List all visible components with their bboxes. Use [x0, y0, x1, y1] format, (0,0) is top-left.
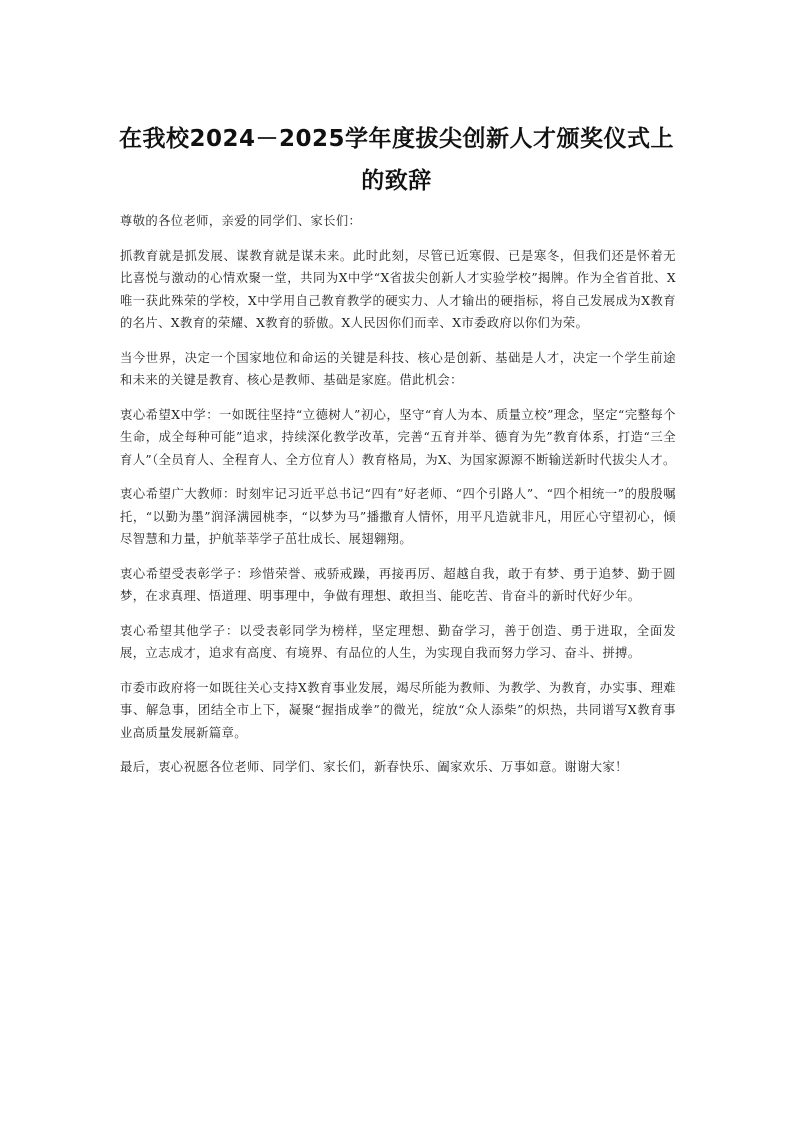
document-title: 在我校2024－2025学年度拔尖创新人才颁奖仪式上的致辞: [118, 126, 675, 194]
paragraph-teacher-hope: 衷心希望广大教师：时刻牢记习近平总书记“四有”好老师、“四个引路人”、“四个相统一”的殷殷嘱托，“以勤为墨”润泽满园桃李，“以梦为马”播撒育人情怀，用平凡造就非凡，用匠心守望初心，倾尽智慧和力量，护航莘莘学子茁壮成长、展翅翱翔。: [120, 487, 676, 546]
paragraph-context: 当今世界，决定一个国家地位和命运的关键是科技、核心是创新、基础是人才，决定一个学生前途和未来的关键是教育、核心是教师、基础是家庭。借此机会：: [120, 350, 676, 387]
paragraph-intro: 抓教育就是抓发展、谋教育就是谋未来。此时此刻，尽管已近寒假、已是寒冬，但我们还是怀着无比喜悦与激动的心情欢聚一堂，共同为X中学“X省拔尖创新人才实验学校”揭牌。作为全省首批、X唯一获此殊荣的学校，X中学用自己教育教学的硬实力、人才输出的硬指标，将自己发展成为X教育的名片、X教育的荣耀、X教育的骄傲。X人民因你们而幸、X市委政府以你们为荣。: [120, 248, 676, 330]
paragraph-awardee-hope: 衷心希望受表彰学子：珍惜荣誉、戒骄戒躁，再接再厉、超越自我，敢于有梦、勇于追梦、勤于圆梦，在求真理、悟道理、明事理中，争做有理想、敢担当、能吃苦、肯奋斗的新时代好少年。: [120, 566, 676, 603]
paragraph-student-hope: 衷心希望其他学子：以受表彰同学为榜样，坚定理想、勤奋学习，善于创造、勇于进取，全面发展，立志成才，追求有高度、有境界、有品位的人生，为实现自我而努力学习、奋斗、拼搏。: [120, 623, 676, 660]
paragraph-school-hope: 衷心希望X中学：一如既往坚持“立德树人”初心，坚守“育人为本、质量立校”理念，坚定“完整每个生命，成全每种可能”追求，持续深化教学改革，完善“五育并举、德育为先”教育体系，打造“三全育人”（全员育人、全程育人、全方位育人）教育格局，为X、为国家源源不断输送新时代拔尖人才。: [120, 407, 676, 467]
greeting-line: 尊敬的各位老师，亲爱的同学们、家长们：: [120, 214, 362, 228]
document-body: [120, 210, 676, 791]
paragraph-government-support: 市委市政府将一如既往关心支持X教育事业发展，竭尽所能为教师、为教学、为教育，办实事、理难事、解急事，团结全市上下，凝聚“握指成拳”的微光，绽放“众人添柴”的炽热，共同谱写X教育事业高质量发展新篇章。: [120, 680, 676, 740]
paragraph-closing: 最后，衷心祝愿各位老师、同学们、家长们，新春快乐、阖家欢乐、万事如意。谢谢大家！: [120, 760, 628, 774]
